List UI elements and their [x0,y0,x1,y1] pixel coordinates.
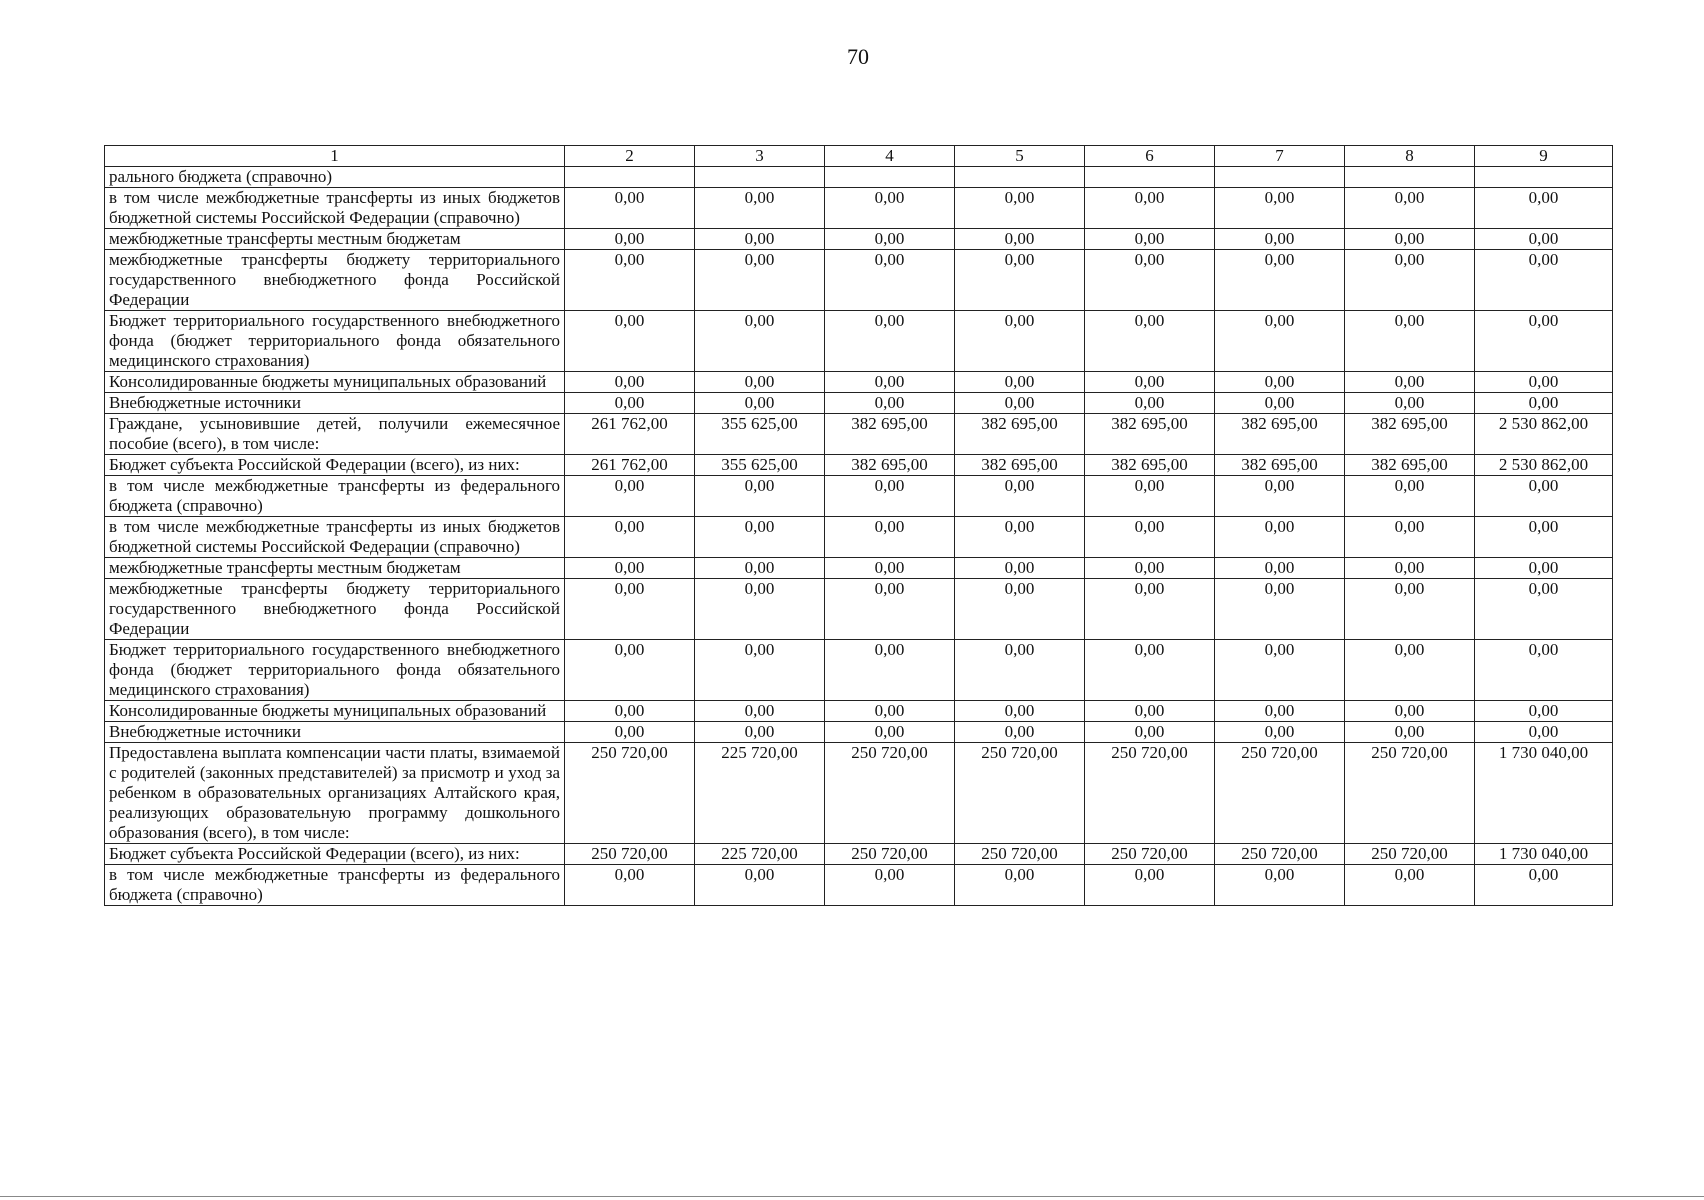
value-cell: 0,00 [1215,476,1345,517]
value-cell: 382 695,00 [825,414,955,455]
table-row [105,311,1613,372]
value-cell: 0,00 [955,558,1085,579]
value-cell: 0,00 [955,865,1085,906]
value-cell: 0,00 [1345,865,1475,906]
value-cell: 0,00 [1085,640,1215,701]
table-row [105,188,1613,229]
value-cell: 0,00 [565,476,695,517]
value-cell: 0,00 [565,701,695,722]
row-label: Бюджет территориального государственного внебюджетного фонда (бюджет территориального фонда обязательного медицинского страхования) [105,311,565,372]
table-row [105,640,1613,701]
value-cell: 0,00 [695,701,825,722]
row-label: межбюджетные трансферты бюджету территориального государственного внебюджетного фонда Российской Федерации [105,250,565,311]
value-cell: 1 730 040,00 [1475,743,1613,844]
value-cell [1475,167,1613,188]
value-cell: 0,00 [565,229,695,250]
value-cell: 0,00 [825,229,955,250]
value-cell [695,167,825,188]
value-cell: 0,00 [695,640,825,701]
value-cell: 250 720,00 [565,743,695,844]
row-label: в том числе межбюджетные трансферты из иных бюджетов бюджетной системы Российской Федерации (справочно) [105,517,565,558]
row-label: в том числе межбюджетные трансферты из иных бюджетов бюджетной системы Российской Федерации (справочно) [105,188,565,229]
value-cell [1085,167,1215,188]
page-number: 70 [847,44,869,69]
row-label: Бюджет субъекта Российской Федерации (всего), из них: [105,844,565,865]
value-cell: 0,00 [825,701,955,722]
table-row [105,455,1613,476]
value-cell: 382 695,00 [1215,414,1345,455]
value-cell: 0,00 [1475,722,1613,743]
value-cell: 0,00 [955,311,1085,372]
value-cell: 0,00 [1345,701,1475,722]
value-cell: 0,00 [1085,476,1215,517]
value-cell: 250 720,00 [1085,743,1215,844]
row-label: в том числе межбюджетные трансферты из федерального бюджета (справочно) [105,476,565,517]
row-label: Внебюджетные источники [105,393,565,414]
value-cell: 0,00 [1085,229,1215,250]
value-cell: 0,00 [1215,517,1345,558]
value-cell: 0,00 [1475,558,1613,579]
value-cell [955,167,1085,188]
table-body [105,167,1613,906]
value-cell: 355 625,00 [695,414,825,455]
value-cell: 0,00 [695,476,825,517]
value-cell: 1 730 040,00 [1475,844,1613,865]
value-cell: 382 695,00 [1345,455,1475,476]
value-cell: 261 762,00 [565,455,695,476]
value-cell: 0,00 [825,393,955,414]
value-cell: 0,00 [695,722,825,743]
value-cell: 0,00 [1475,372,1613,393]
value-cell: 250 720,00 [1215,844,1345,865]
value-cell: 0,00 [1085,701,1215,722]
value-cell: 0,00 [955,476,1085,517]
value-cell: 0,00 [565,517,695,558]
value-cell: 250 720,00 [1345,743,1475,844]
value-cell: 0,00 [565,188,695,229]
row-label: межбюджетные трансферты местным бюджетам [105,229,565,250]
value-cell: 0,00 [825,517,955,558]
column-header-8: 8 [1345,146,1475,167]
value-cell: 0,00 [1215,558,1345,579]
value-cell: 0,00 [825,250,955,311]
value-cell: 0,00 [955,640,1085,701]
value-cell: 0,00 [955,393,1085,414]
value-cell: 0,00 [955,722,1085,743]
table-row [105,701,1613,722]
value-cell: 0,00 [565,640,695,701]
column-header-3: 3 [695,146,825,167]
value-cell: 0,00 [565,250,695,311]
value-cell: 250 720,00 [955,743,1085,844]
value-cell: 0,00 [565,722,695,743]
value-cell: 0,00 [1345,393,1475,414]
table-row [105,517,1613,558]
value-cell: 0,00 [1215,393,1345,414]
value-cell: 0,00 [1085,865,1215,906]
value-cell: 382 695,00 [955,414,1085,455]
row-label: Предоставлена выплата компенсации части платы, взимаемой с родителей (законных представителей) за присмотр и уход за ребенком в образовательных организациях Алтайского края, реализующих образовательную программу дошкольного образования (всего), в том числе: [105,743,565,844]
value-cell: 0,00 [825,579,955,640]
value-cell: 250 720,00 [1345,844,1475,865]
table-row [105,229,1613,250]
table-row [105,393,1613,414]
value-cell: 0,00 [825,865,955,906]
column-header-6: 6 [1085,146,1215,167]
value-cell: 0,00 [1085,250,1215,311]
value-cell: 0,00 [825,311,955,372]
column-header-7: 7 [1215,146,1345,167]
value-cell: 0,00 [1475,311,1613,372]
value-cell: 382 695,00 [825,455,955,476]
value-cell: 0,00 [1345,250,1475,311]
value-cell: 0,00 [1345,579,1475,640]
value-cell: 0,00 [1085,188,1215,229]
table-row [105,250,1613,311]
value-cell: 0,00 [695,372,825,393]
row-label: Бюджет субъекта Российской Федерации (всего), из них: [105,455,565,476]
row-label: Внебюджетные источники [105,722,565,743]
table-row [105,372,1613,393]
value-cell: 0,00 [1085,579,1215,640]
value-cell: 0,00 [955,579,1085,640]
column-header-9: 9 [1475,146,1613,167]
value-cell: 250 720,00 [1215,743,1345,844]
value-cell: 0,00 [1345,517,1475,558]
value-cell: 250 720,00 [1085,844,1215,865]
page-bottom-edge [0,1196,1704,1197]
value-cell: 0,00 [695,188,825,229]
value-cell: 0,00 [825,188,955,229]
value-cell: 0,00 [1475,393,1613,414]
table-row [105,844,1613,865]
value-cell: 0,00 [1345,311,1475,372]
value-cell [565,167,695,188]
value-cell: 382 695,00 [1345,414,1475,455]
row-label: межбюджетные трансферты бюджету территориального государственного внебюджетного фонда Российской Федерации [105,579,565,640]
table-row [105,414,1613,455]
value-cell: 0,00 [825,640,955,701]
column-header-5: 5 [955,146,1085,167]
value-cell: 382 695,00 [1085,414,1215,455]
value-cell: 0,00 [1475,640,1613,701]
value-cell: 0,00 [565,311,695,372]
value-cell: 0,00 [1215,372,1345,393]
value-cell: 0,00 [1475,229,1613,250]
value-cell: 0,00 [1475,579,1613,640]
value-cell: 0,00 [1475,517,1613,558]
row-label: Бюджет территориального государственного внебюджетного фонда (бюджет территориального фонда обязательного медицинского страхования) [105,640,565,701]
value-cell [825,167,955,188]
table-row [105,722,1613,743]
value-cell: 0,00 [955,701,1085,722]
value-cell: 2 530 862,00 [1475,455,1613,476]
table-row [105,558,1613,579]
table-row [105,476,1613,517]
value-cell: 0,00 [565,372,695,393]
value-cell: 0,00 [1345,229,1475,250]
value-cell: 0,00 [1215,722,1345,743]
value-cell: 0,00 [565,558,695,579]
value-cell: 382 695,00 [955,455,1085,476]
value-cell: 0,00 [1345,188,1475,229]
value-cell: 0,00 [955,250,1085,311]
value-cell: 0,00 [1215,250,1345,311]
column-header-4: 4 [825,146,955,167]
row-label: рального бюджета (справочно) [105,167,565,188]
row-label: Граждане, усыновившие детей, получили ежемесячное пособие (всего), в том числе: [105,414,565,455]
value-cell: 0,00 [565,579,695,640]
table-row [105,865,1613,906]
budget-table-wrapper [104,145,1612,906]
value-cell: 0,00 [1215,188,1345,229]
value-cell: 0,00 [695,579,825,640]
value-cell: 2 530 862,00 [1475,414,1613,455]
budget-table [104,145,1613,906]
table-header-row [105,146,1613,167]
value-cell: 250 720,00 [955,844,1085,865]
value-cell: 0,00 [1215,640,1345,701]
row-label: в том числе межбюджетные трансферты из федерального бюджета (справочно) [105,865,565,906]
value-cell: 0,00 [695,311,825,372]
column-header-2: 2 [565,146,695,167]
value-cell: 0,00 [1215,311,1345,372]
value-cell: 0,00 [1475,188,1613,229]
column-header-1: 1 [105,146,565,167]
value-cell: 0,00 [1085,722,1215,743]
value-cell: 0,00 [695,517,825,558]
value-cell: 0,00 [1215,701,1345,722]
value-cell: 0,00 [955,517,1085,558]
value-cell: 0,00 [1475,865,1613,906]
value-cell: 0,00 [1085,558,1215,579]
value-cell: 0,00 [825,372,955,393]
value-cell: 0,00 [1475,250,1613,311]
value-cell: 0,00 [1085,372,1215,393]
value-cell: 0,00 [565,393,695,414]
value-cell: 250 720,00 [565,844,695,865]
value-cell: 0,00 [1215,229,1345,250]
table-row [105,167,1613,188]
value-cell [1215,167,1345,188]
value-cell: 225 720,00 [695,743,825,844]
value-cell: 382 695,00 [1215,455,1345,476]
value-cell [1345,167,1475,188]
value-cell: 0,00 [565,865,695,906]
value-cell: 0,00 [695,558,825,579]
value-cell: 0,00 [825,476,955,517]
value-cell: 0,00 [825,558,955,579]
value-cell: 0,00 [1085,311,1215,372]
value-cell: 382 695,00 [1085,455,1215,476]
value-cell: 261 762,00 [565,414,695,455]
table-row [105,743,1613,844]
value-cell: 250 720,00 [825,743,955,844]
value-cell: 0,00 [1215,579,1345,640]
value-cell: 225 720,00 [695,844,825,865]
value-cell: 0,00 [1345,722,1475,743]
value-cell: 0,00 [955,229,1085,250]
value-cell: 0,00 [1345,640,1475,701]
table-row [105,579,1613,640]
value-cell: 0,00 [955,188,1085,229]
value-cell: 0,00 [825,722,955,743]
row-label: межбюджетные трансферты местным бюджетам [105,558,565,579]
value-cell: 0,00 [695,393,825,414]
value-cell: 0,00 [695,865,825,906]
value-cell: 0,00 [1345,476,1475,517]
value-cell: 355 625,00 [695,455,825,476]
value-cell: 0,00 [1215,865,1345,906]
value-cell: 0,00 [955,372,1085,393]
value-cell: 0,00 [695,250,825,311]
value-cell: 0,00 [1345,558,1475,579]
value-cell: 0,00 [1085,393,1215,414]
row-label: Консолидированные бюджеты муниципальных образований [105,372,565,393]
value-cell: 250 720,00 [825,844,955,865]
value-cell: 0,00 [695,229,825,250]
value-cell: 0,00 [1085,517,1215,558]
row-label: Консолидированные бюджеты муниципальных образований [105,701,565,722]
value-cell: 0,00 [1475,701,1613,722]
value-cell: 0,00 [1345,372,1475,393]
value-cell: 0,00 [1475,476,1613,517]
